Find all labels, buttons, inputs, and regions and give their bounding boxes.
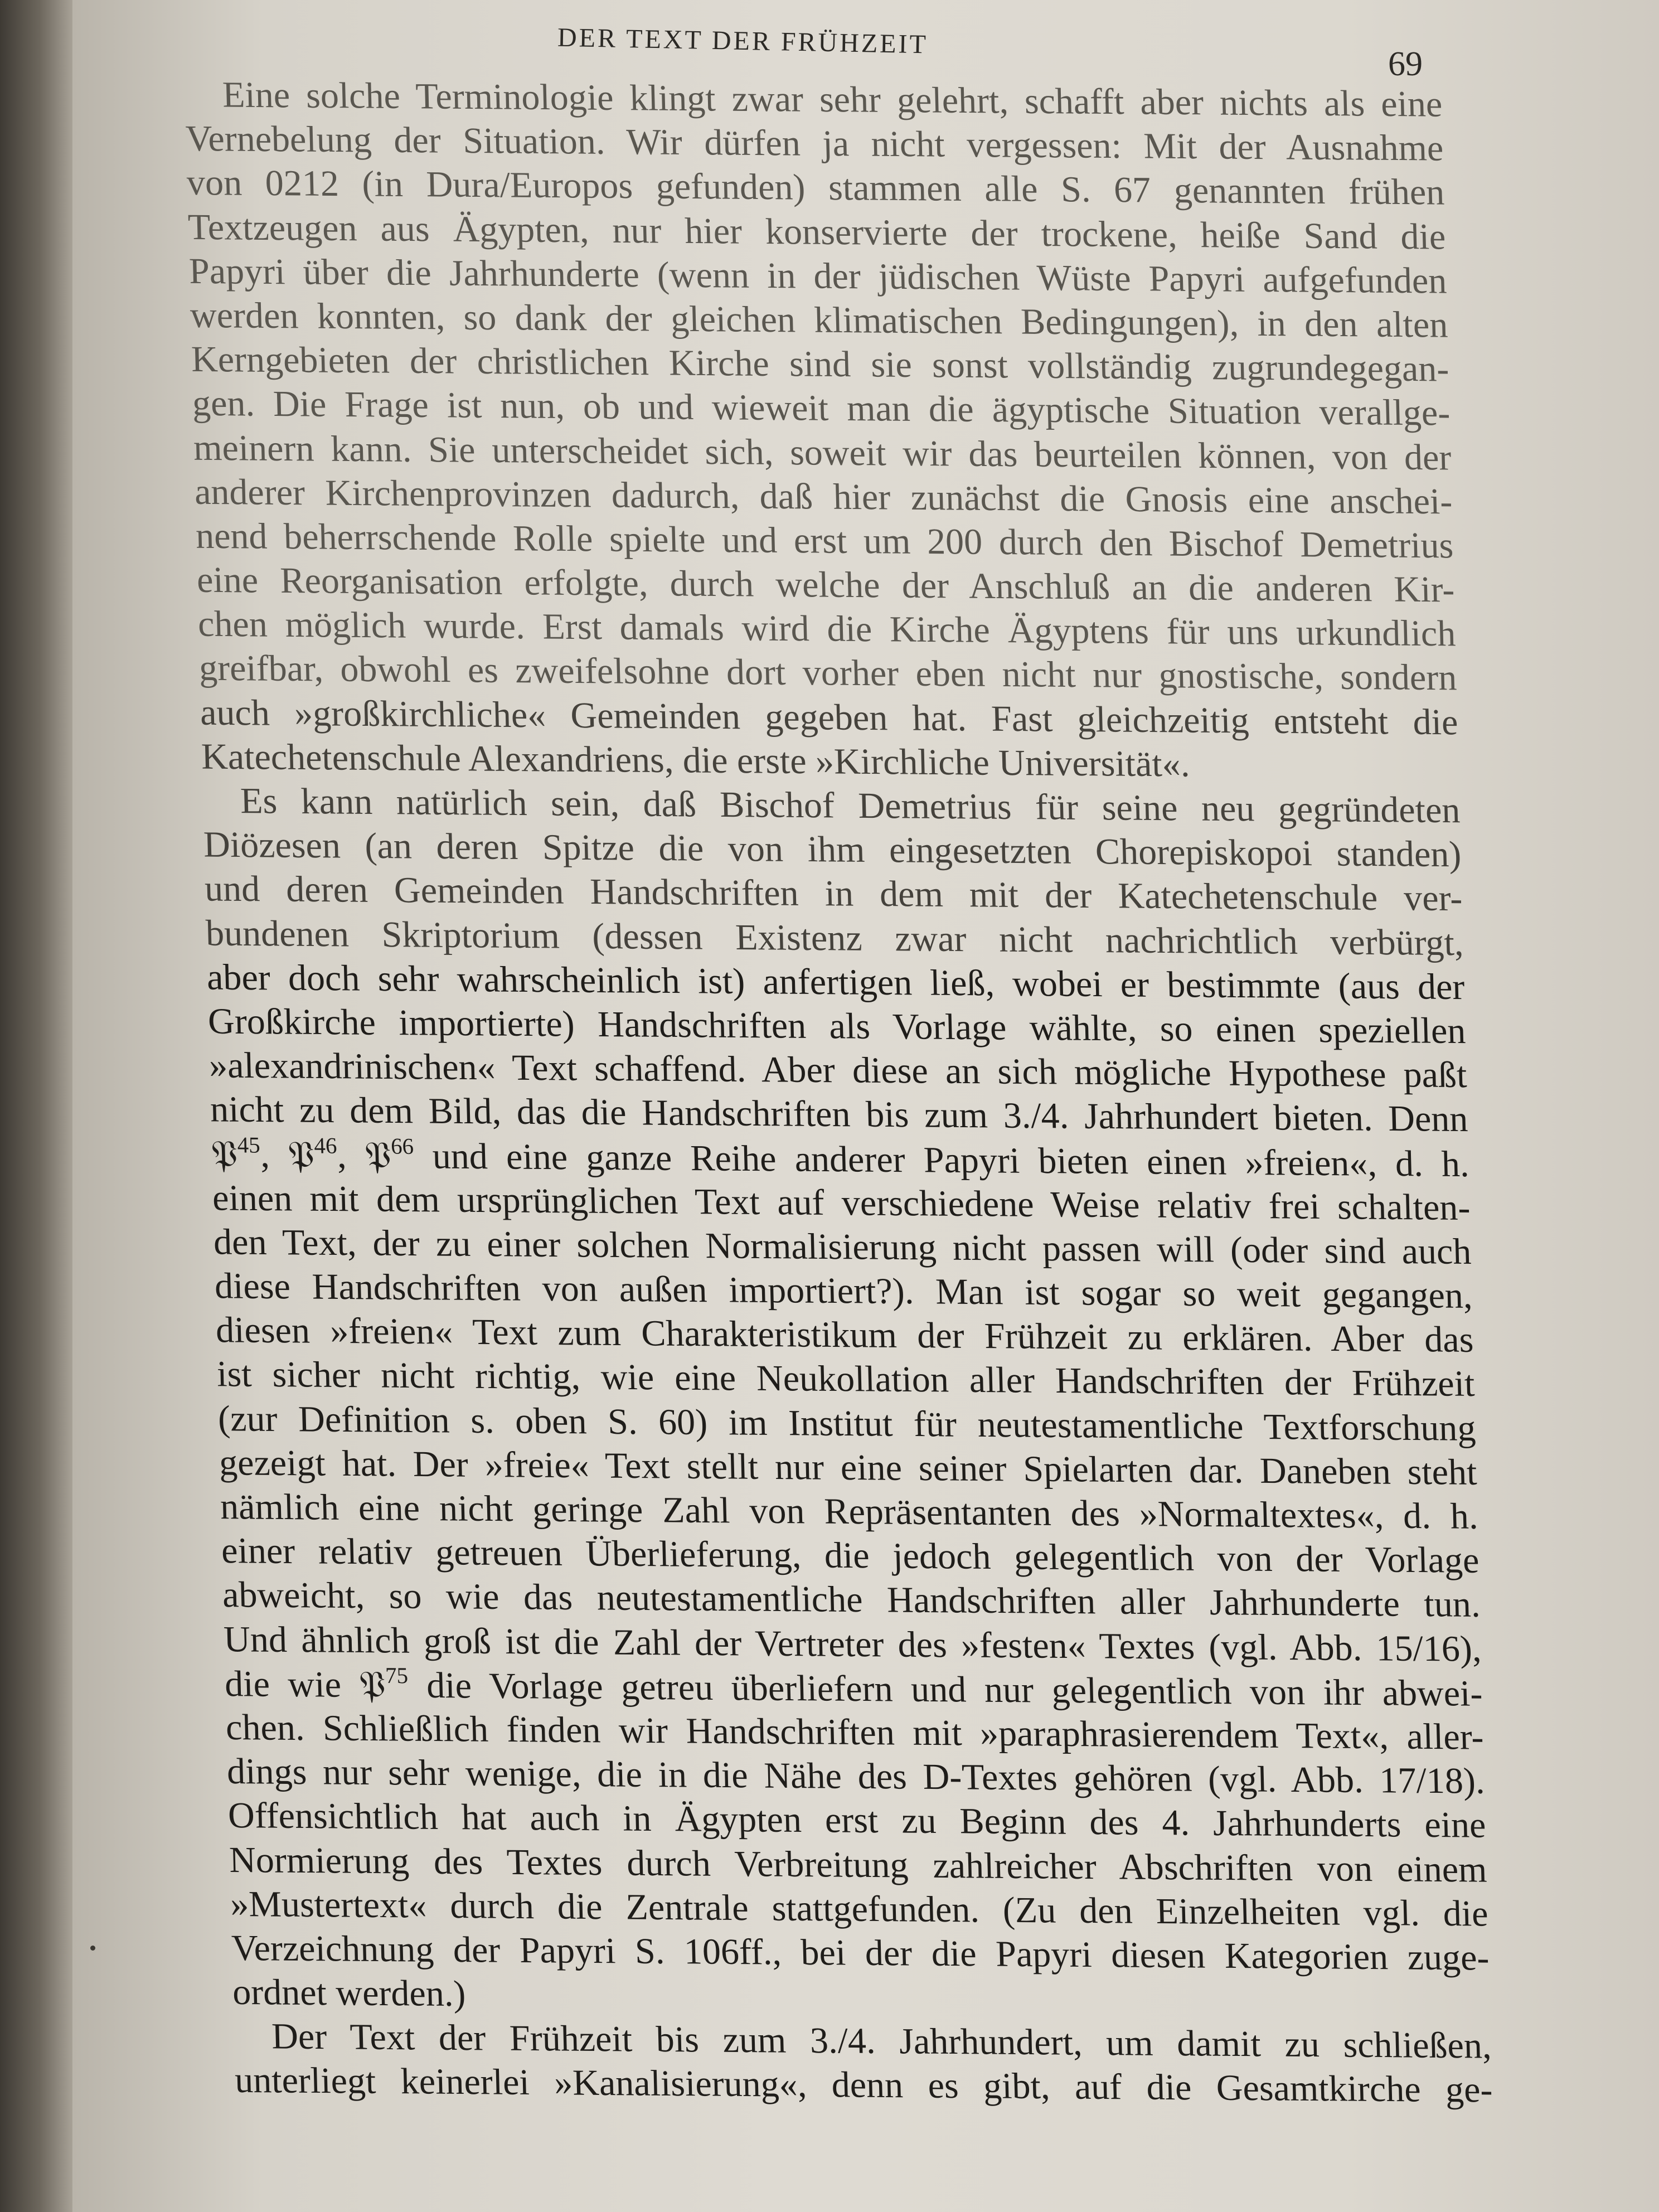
text-line: Es kann natürlich sein, daß Bischof Demetrius für seine neu gegründeten [240,780,1461,831]
text-line: Normierung des Textes durch Verbreitung zahlreicher Abschriften von einem [229,1839,1488,1890]
body-text [184,72,1493,2112]
text-line: anderer Kirchenprovinzen dadurch, daß hier zunächst die Gnosis eine anschei- [194,471,1453,522]
text-line: gezeigt hat. Der »freie« Text stellt nur eine seiner Spielarten dar. Daneben steht [219,1442,1478,1493]
line-text: und eine ganze Reihe anderer Papyri bieten einen »freien«, d. h. [413,1135,1470,1185]
text-line: aber doch sehr wahrscheinlich ist) anfertigen ließ, wobei er bestimmte (aus der [206,957,1466,1007]
line-text: die wie [224,1663,360,1705]
text-line: chen möglich wurde. Erst damals wird die Kirche Ägyptens für uns urkundlich [197,603,1457,654]
text-line: einer relativ getreuen Überlieferung, die jedoch gelegentlich von der Vorlage [221,1530,1480,1582]
text-line: werden konnten, so dank der gleichen klimatischen Bedingungen), in den alten [190,294,1449,346]
separator: , [336,1134,366,1176]
text-line: ist sicher nicht richtig, wie eine Neukollation aller Handschriften der Frühzeit [216,1354,1476,1405]
text-line: Papyri über die Jahrhunderte (wenn in der jüdischen Wüste Papyri aufgefunden [188,250,1448,302]
text-line: Kerngebieten der christlichen Kirche sind sie sonst vollständig zugrundegegan- [191,338,1450,390]
text-line: greifbar, obwohl es zweifelsohne dort vorher eben nicht nur gnostische, sondern [198,648,1458,698]
papyrus-symbol: 𝔓 [211,1132,239,1176]
text-line: den Text, der zu einer solchen Normalisierung nicht passen will (oder sind auch [213,1221,1472,1272]
text-line: Offensichtlich hat auch in Ägypten erst zu Beginn des 4. Jahrhunderts eine [227,1795,1487,1846]
text-line: unterliegt keinerlei »Kanalisierung«, denn es gibt, auf die Gesamtkirche ge- [234,2060,1493,2111]
text-line: von 0212 (in Dura/Europos gefunden) stammen alle S. 67 genannten frühen [186,162,1445,214]
text-line: Großkirche importierte) Handschriften als Vorlage wählte, so einen speziellen [207,1001,1467,1052]
papyrus-symbol: 𝔓 [287,1132,315,1176]
papyrus-number: 45 [237,1132,261,1158]
text-line: einen mit dem ursprünglichen Text auf verschiedene Weise relativ frei schalten- [212,1177,1471,1228]
page-number: 69 [1388,45,1423,83]
papyrus-number: 46 [313,1132,337,1158]
text-line: (zur Definition s. oben S. 60) im Institut für neutestamentliche Textforschung [217,1398,1477,1449]
book-spine-shadow [0,0,72,2212]
text-line: Der Text der Frühzeit bis zum 3./4. Jahrhundert, um damit zu schließen, [271,2016,1492,2067]
text-line: diesen »freien« Text zum Charakteristikum der Frühzeit zu erklären. Aber das [215,1309,1474,1361]
text-line: Diözesen (an deren Spitze die von ihm eingesetzten Chorepiskopoi standen) [203,824,1462,875]
text-line: auch »großkirchliche« Gemeinden gegeben hat. Fast gleichzeitig entsteht die [200,692,1459,743]
papyrus-symbol: 𝔓 [358,1662,386,1706]
text-line: »alexandrinischen« Text schaffend. Aber diese an sich mögliche Hypothese paßt [208,1045,1468,1096]
text-line: und deren Gemeinden Handschriften in dem mit der Katechetenschule ver- [204,868,1463,919]
text-line: bundenen Skriptorium (dessen Existenz zwar nicht nachrichtlich verbürgt, [205,913,1464,963]
papyrus-number: 75 [385,1662,409,1689]
text-line: dings nur sehr wenige, die in die Nähe des D-Textes gehören (vgl. Abb. 17/18). [226,1751,1486,1802]
papyrus-number: 66 [390,1133,414,1159]
text-line: gen. Die Frage ist nun, ob und wieweit man die ägyptische Situation verallge- [192,383,1451,434]
text-line: abweicht, so wie das neutestamentliche Handschriften aller Jahrhunderte tun. [222,1574,1481,1626]
text-line: ordnet werden.) [232,1971,467,2015]
text-line: Katechetenschule Alexandriens, die erste »Kirchliche Universität«. [201,736,1191,785]
text-line: diese Handschriften von außen importiert?). Man ist sogar so weit gegangen, [214,1265,1473,1317]
papyrus-symbol: 𝔓 [364,1133,392,1177]
text-line: Verzeichnung der Papyri S. 106ff., bei der die Papyri diesen Kategorien zuge- [231,1927,1490,1978]
line-text: die Vorlage getreu überliefern und nur gelegentlich von ihr abwei- [408,1665,1483,1714]
text-line: nämlich eine nicht geringe Zahl von Repräsentanten des »Normaltextes«, d. h. [220,1486,1479,1537]
text-line: Textzeugen aus Ägypten, nur hier konservierte der trockene, heiße Sand die [187,206,1447,258]
text-line: nend beherrschende Rolle spielte und erst um 200 durch den Bischof Demetrius [195,515,1454,566]
text-line: chen. Schließlich finden wir Handschriften mit »paraphrasierendem Text«, aller- [225,1706,1485,1758]
text-line: Eine solche Terminologie klingt zwar sehr gelehrt, schafft aber nichts als eine [222,74,1443,125]
text-line: »Mustertext« durch die Zentrale stattgefunden. (Zu den Einzelheiten vgl. die [230,1883,1489,1934]
text-line: nicht zu dem Bild, das die Handschriften bis zum 3./4. Jahrhundert bieten. Denn [210,1089,1469,1140]
margin-dot [90,1946,95,1951]
text-line: eine Reorganisation erfolgte, durch welche der Anschluß an die anderen Kir- [196,559,1456,610]
text-line: Und ähnlich groß ist die Zahl der Vertreter des »festen« Textes (vgl. Abb. 15/16), [223,1618,1482,1670]
running-head: DER TEXT DER FRÜHZEIT [557,22,929,60]
separator: , [260,1134,289,1175]
text-line: meinern kann. Sie unterscheidet sich, soweit wir das beurteilen können, von der [193,427,1452,478]
text-line: Vernebelung der Situation. Wir dürfen ja nicht vergessen: Mit der Ausnahme [185,118,1444,169]
